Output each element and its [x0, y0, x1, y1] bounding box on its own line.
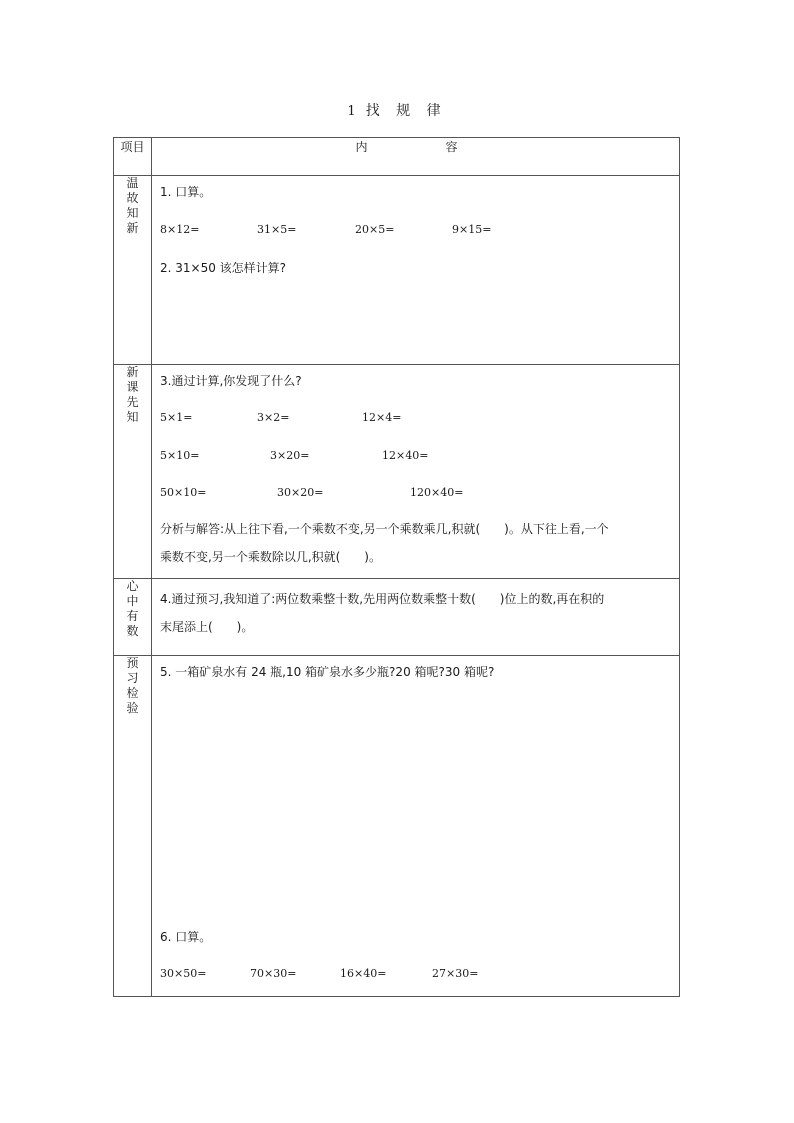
- calc-item: 50×10=: [160, 486, 207, 499]
- section-preview: [114, 365, 680, 579]
- lesson-title: 找 规 律: [365, 103, 447, 119]
- calc-item: 12×4=: [362, 411, 402, 424]
- section-label-cell: [114, 176, 152, 365]
- calc-item: 16×40=: [340, 967, 387, 980]
- section-label-cell: [114, 365, 152, 579]
- page-title: [0, 100, 794, 120]
- question-4: [160, 585, 673, 641]
- calc-item: 8×12=: [160, 223, 200, 236]
- section-check: [114, 656, 680, 997]
- question-3: 3.通过计算,你发现了什么?: [160, 374, 302, 388]
- question-6: 6. 口算。: [160, 930, 212, 944]
- section-label-cell: [114, 579, 152, 656]
- section-review: [114, 176, 680, 365]
- lesson-number: 1: [347, 104, 356, 119]
- header-row: [114, 138, 680, 176]
- question-5: 5. 一箱矿泉水有 24 瓶,10 箱矿泉水多少瓶?20 箱呢?30 箱呢?: [160, 665, 495, 679]
- section-content-cell: [152, 656, 680, 997]
- section-content-cell: [152, 579, 680, 656]
- header-item-label: 项目: [120, 140, 145, 154]
- calc-item: 120×40=: [410, 486, 464, 499]
- calc-item: 30×20=: [277, 486, 324, 499]
- header-item-cell: [114, 138, 152, 176]
- section-label: 预习检验: [126, 656, 139, 715]
- calc-item: 27×30=: [432, 967, 479, 980]
- calc-item: 30×50=: [160, 967, 207, 980]
- analysis-line-1: 分析与解答:从上往下看,一个乘数不变,另一个乘数乘几,积就( )。从下往上看,一个: [160, 522, 609, 536]
- section-understanding: [114, 579, 680, 656]
- section-label: 温故知新: [126, 176, 139, 235]
- question-4-line-1: 4.通过预习,我知道了:两位数乘整十数,先用两位数乘整十数( )位上的数,再在积的: [160, 592, 605, 606]
- section-label-cell: [114, 656, 152, 997]
- section-label: 新课先知: [126, 365, 139, 424]
- calc-item: 3×2=: [257, 411, 290, 424]
- header-content-label: 内 容: [355, 140, 476, 154]
- calc-item: 12×40=: [382, 449, 429, 462]
- calc-item: 20×5=: [355, 223, 395, 236]
- calc-item: 5×1=: [160, 411, 193, 424]
- section-content-cell: [152, 176, 680, 365]
- question-1: 1. 口算。: [160, 185, 212, 199]
- question-4-line-2: 末尾添上( )。: [160, 620, 254, 634]
- calc-item: 3×20=: [270, 449, 310, 462]
- calc-item: 70×30=: [250, 967, 297, 980]
- calc-item: 31×5=: [257, 223, 297, 236]
- section-content-cell: [152, 365, 680, 579]
- analysis-line-2: 乘数不变,另一个乘数除以几,积就( )。: [160, 550, 381, 564]
- calc-item: 9×15=: [452, 223, 492, 236]
- header-content-cell: [152, 138, 680, 176]
- worksheet-table: [113, 137, 680, 997]
- analysis-text: [160, 515, 673, 571]
- section-label: 心中有数: [126, 579, 139, 638]
- calc-item: 5×10=: [160, 449, 200, 462]
- question-2: 2. 31×50 该怎样计算?: [160, 261, 287, 275]
